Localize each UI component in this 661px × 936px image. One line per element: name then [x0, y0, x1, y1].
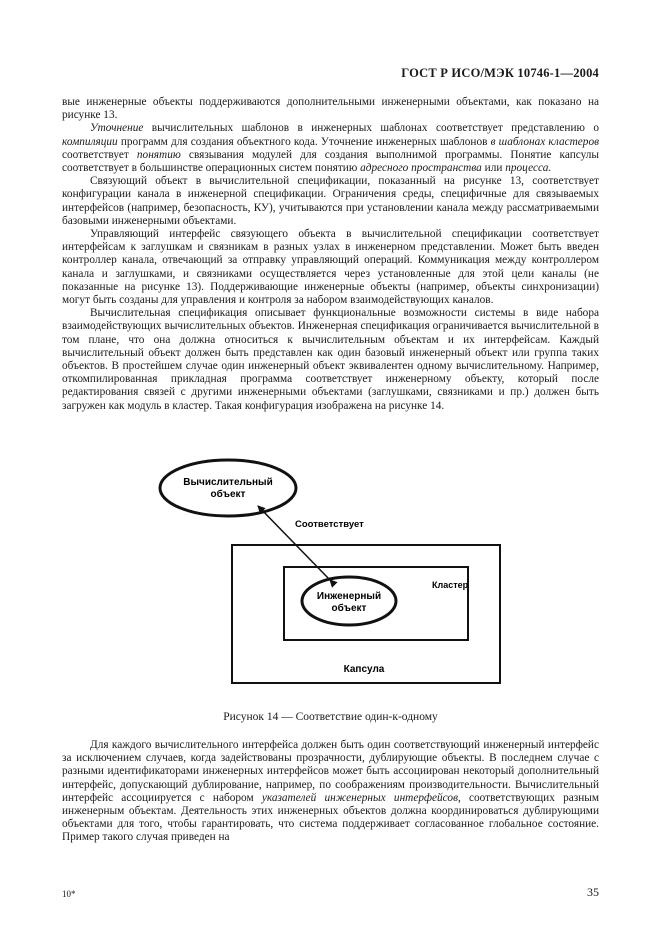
capsule-label: Капсула: [343, 664, 385, 675]
paragraph-interface-correspondence: Для каждого вычислительного интерфейса должен быть один соответствующий инженерный интерфейс за исключением случаев, когда задействованы прозрачности, дублирующие объекты. В последнем случае с разными идентификаторами инженерных интерфейсов может быть ассоциирован некоторый дополнительный интерфейс, допускающий дублирование, например, по соображениям производительности. Вычислительный интерфейс ассоциируется с набором указателей инженерных интерфейсов, соответствующих разным инженерным объектам. Деятельность этих инженерных объектов должна координироваться дублирующими объектами для того, чтобы гарантировать, что система поддерживает согласованное глобальное состояние. Пример такого случая приведен на: [62, 739, 599, 844]
engineering-object-label-2: объект: [331, 603, 367, 614]
footer-signature-mark: 10*: [62, 889, 76, 899]
computational-object-label-2: объект: [210, 489, 246, 500]
paragraph-continuation: вые инженерные объекты поддерживаются дополнительными инженерными объектами, как показано на рисунке 13.: [62, 96, 599, 122]
term-refinement: Уточнение: [90, 122, 144, 135]
page-number: 35: [587, 885, 599, 899]
body-text-bottom: [62, 739, 599, 845]
cluster-label: Кластер: [432, 580, 469, 590]
figure-caption: Рисунок 14 — Соответствие один-к-одному: [223, 711, 438, 723]
correspondence-arrow: [258, 506, 330, 580]
paragraph-binding-object: Связующий объект в вычислительной спецификации, показанный на рисунке 13, соответствует конфигурации канала в инженерной спецификации. Ограничения среды, специфичные для связываемых интерфейсов (например, безопасность, КУ), учитываются при установлении канала между рассматриваемыми базовыми инженерными объектами.: [62, 175, 599, 227]
correspondence-label: Соответствует: [295, 519, 364, 530]
document-header: ГОСТ Р ИСО/МЭК 10746-1—2004: [401, 66, 599, 80]
capsule-box: [232, 545, 500, 683]
computational-object-ellipse: [160, 460, 296, 516]
body-text-top: [62, 96, 599, 413]
figure-14-diagram: [0, 440, 661, 730]
paragraph-control-interface: Управляющий интерфейс связующего объекта в вычислительной спецификации соответствует интерфейсам к заглушкам и связникам в разных узлах в инженерном представлении. Может быть введен контроллер канала, отвечающий за отправку управляющий операций. Коммуникация между контроллером канала и заглушками, и связниками осуществляется через установленные для этой цели каналы (не показанные на рисунке 13). Поддерживающие инженерные объекты (например, объекты синхронизации) могут быть созданы для управления и контроля за набором взаимодействующих каналов.: [62, 228, 599, 307]
paragraph-refinement: Уточнение вычислительных шаблонов в инженерных шаблонах соответствует представлению о компиляции программ для создания объектного кода. Уточнение инженерных шаблонов в шаблонах кластеров соответствует понятию связывания модулей для создания выполнимой программы. Понятие капсулы соответствует в большинстве операционных систем понятию адресного пространства или процесса.: [62, 122, 600, 175]
engineering-object-label-1: Инженерный: [316, 591, 382, 602]
computational-object-label-1: Вычислительный: [183, 477, 273, 488]
cluster-box: [284, 567, 468, 640]
paragraph-computational-spec: Вычислительная спецификация описывает функциональные возможности системы в виде набора взаимодействующих вычислительных объектов. Инженерная спецификация ограничивается вычислительной в том плане, что она должна относиться к вычислительным объектам и их интерфейсам. Каждый вычислительный объект должен быть представлен как один базовый инженерный объект или группа таких объектов. В простейшем случае один инженерный объект эквивалентен одному вычислительному. Например, откомпилированная прикладная программа соответствует инженерному объекту, который после редактирования связей с другими инженерными объектами (заглушками, связниками и пр.) должен быть загружен как модуль в кластер. Такая конфигурация изображена на рисунке 14.: [62, 307, 599, 412]
